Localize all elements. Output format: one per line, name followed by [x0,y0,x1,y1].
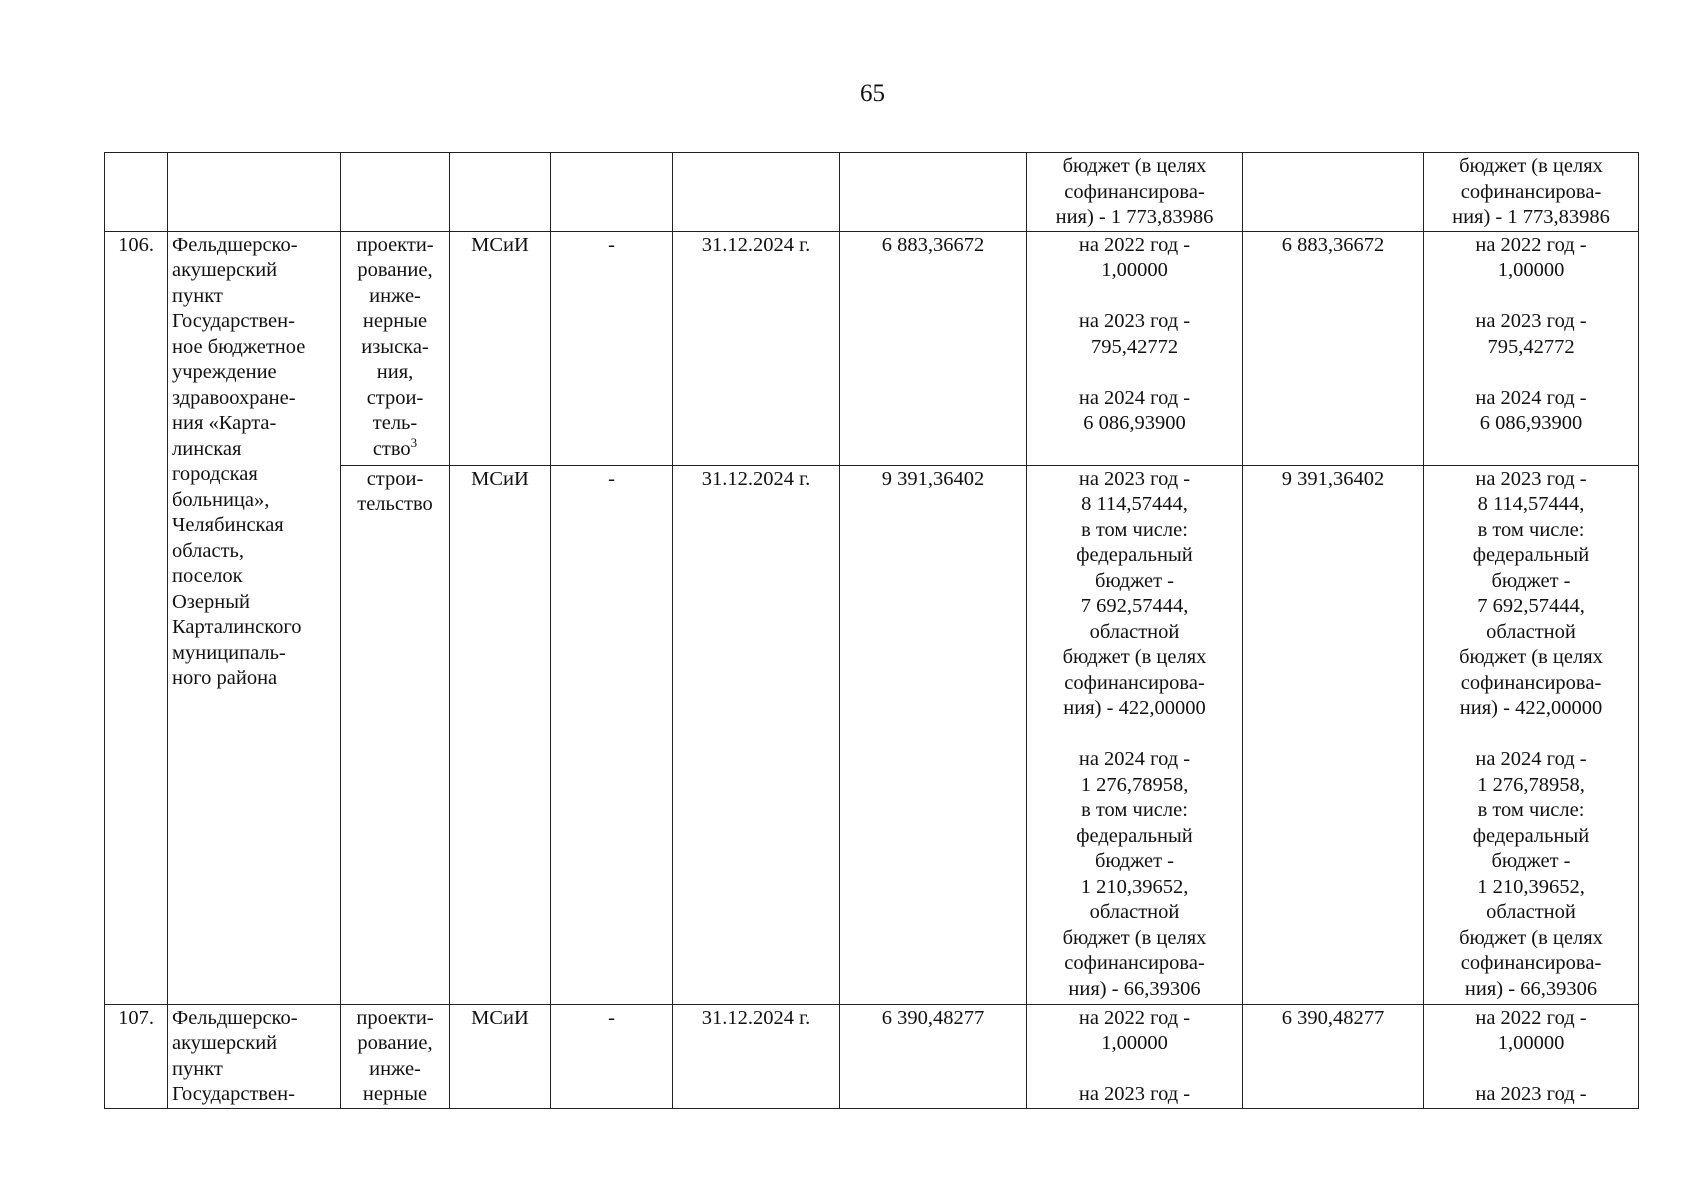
cell-estimated-cost: 6 390,48277 [840,1004,1027,1108]
cell-deadline: 31.12.2024 г. [673,231,840,465]
cell-estimated-cost: 9 391,36402 [840,465,1027,1004]
cell-empty [840,153,1027,232]
cell-object-name: Фельдшерско- акушерский пункт Государствен- [168,1004,341,1108]
cell-funding: бюджет (в целях софинансирова- ния) - 1 773,83986 [1027,153,1243,232]
cell-funding: на 2023 год - 8 114,57444, в том числе: федеральный бюджет - 7 692,57444, областной бюджет (в целях софинансирова- ния) - 422,00000 на 2024 год - 1 276,78958, в том числе: федеральный бюджет - 1 210,39652, областной бюджет (в целях софинансирова- ния) - 66,39306 [1027,465,1243,1004]
cell-funding: на 2022 год - 1,00000 на 2023 год - 795,42772 на 2024 год - 6 086,93900 [1027,231,1243,465]
cell-work-type: строи- тельство [341,465,450,1004]
cell-estimated-cost: 6 883,36672 [840,231,1027,465]
cell-dash: - [551,465,673,1004]
cell-deadline: 31.12.2024 г. [673,1004,840,1108]
cell-work-type: проекти- рование, инже- нерные [341,1004,450,1108]
cell-empty [341,153,450,232]
cell-funding-limit: бюджет (в целях софинансирова- ния) - 1 773,83986 [1424,153,1639,232]
cell-object-name: Фельдшерско- акушерский пункт Государствен- ное бюджетное учреждение здравоохране- ния «Карта- линская городская больница», Челябинская область, поселок Озерный Карталинского муниципаль- ного района [168,231,341,1004]
cell-empty [551,153,673,232]
cell-dash: - [551,231,673,465]
cell-funding-limit: на 2022 год - 1,00000 на 2023 год - [1424,1004,1639,1108]
cell-empty [673,153,840,232]
cell-empty [450,153,551,232]
cell-funding-limit: на 2023 год - 8 114,57444, в том числе: федеральный бюджет - 7 692,57444, областной бюджет (в целях софинансирова- ния) - 422,00000 на 2024 год - 1 276,78958, в том числе: федеральный бюджет - 1 210,39652, областной бюджет (в целях софинансирова- ния) - 66,39306 [1424,465,1639,1004]
cell-customer: МСиИ [450,231,551,465]
table-row [105,231,1639,465]
footnote-mark: 3 [410,434,418,450]
cell-row-number: 106. [105,231,168,1004]
cell-funding-limit: на 2022 год - 1,00000 на 2023 год - 795,42772 на 2024 год - 6 086,93900 [1424,231,1639,465]
cell-dash: - [551,1004,673,1108]
cell-cost-limit: 6 883,36672 [1243,231,1424,465]
work-type-text: проекти- рование, инже- нерные изыска- ния, строи- тель- ство [356,233,434,460]
page-number: 65 [860,80,885,107]
cell-row-number: 107. [105,1004,168,1108]
cell-empty [105,153,168,232]
cell-funding: на 2022 год - 1,00000 на 2023 год - [1027,1004,1243,1108]
cell-deadline: 31.12.2024 г. [673,465,840,1004]
projects-table [104,152,1639,1109]
cell-empty [168,153,341,232]
cell-cost-limit: 6 390,48277 [1243,1004,1424,1108]
cell-customer: МСиИ [450,1004,551,1108]
cell-work-type [341,231,450,465]
cell-customer: МСиИ [450,465,551,1004]
cell-cost-limit: 9 391,36402 [1243,465,1424,1004]
table-row [105,1004,1639,1108]
cell-empty [1243,153,1424,232]
table-row-continuation [105,153,1639,232]
